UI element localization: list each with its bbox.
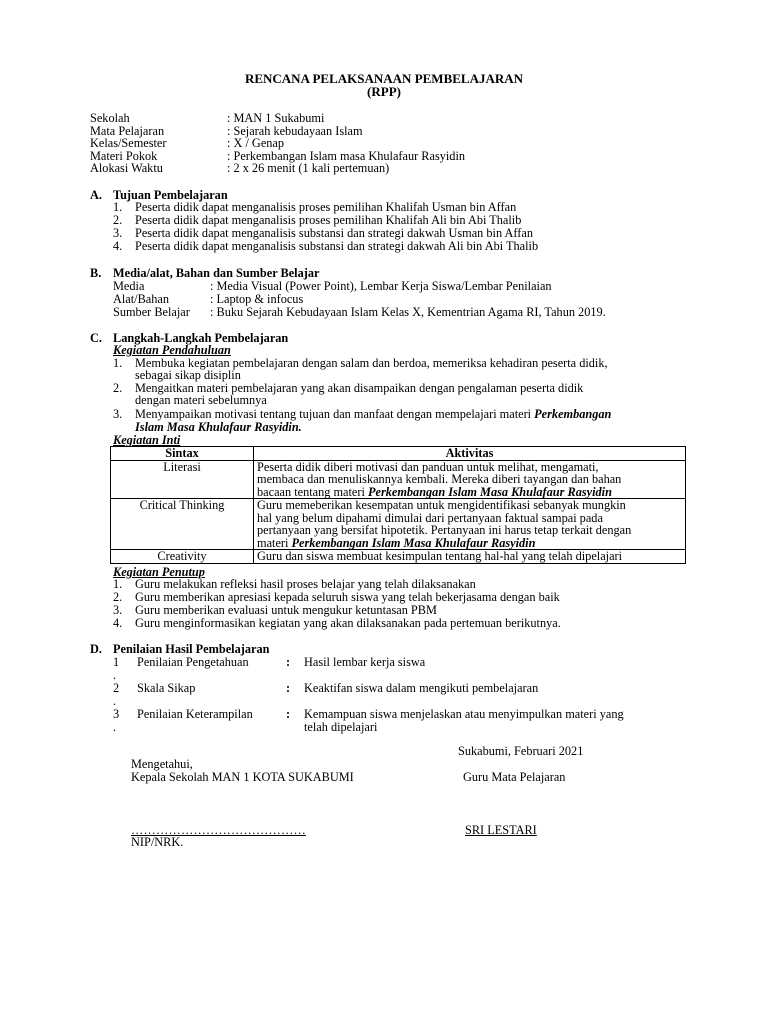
identity-value: : MAN 1 Sukabumi bbox=[227, 111, 325, 125]
list-number: 1. bbox=[113, 356, 123, 370]
penilaian-label: Skala Sikap bbox=[137, 681, 196, 695]
media-value: : Laptop & infocus bbox=[210, 292, 304, 306]
sintax-cell: Literasi bbox=[111, 460, 254, 499]
subheading-pendahuluan: Kegiatan Pendahuluan bbox=[113, 343, 231, 357]
section-heading: Penilaian Hasil Pembelajaran bbox=[113, 642, 270, 656]
signature-dots: …………………………………… bbox=[131, 823, 306, 837]
penilaian-value: Hasil lembar kerja siswa bbox=[304, 655, 426, 669]
subheading-penutup: Kegiatan Penutup bbox=[113, 565, 205, 579]
aktivitas-cell bbox=[254, 460, 686, 499]
section-letter: A. bbox=[90, 188, 102, 202]
list-number: 4. bbox=[113, 616, 123, 630]
section-letter: C. bbox=[90, 331, 102, 345]
table-header-row bbox=[111, 447, 686, 461]
penilaian-colon: : bbox=[286, 707, 291, 721]
mengetahui-text: Mengetahui, bbox=[131, 757, 193, 771]
identity-label: Materi Pokok bbox=[90, 149, 158, 163]
media-label: Sumber Belajar bbox=[113, 305, 190, 319]
penilaian-dot: . bbox=[113, 668, 117, 682]
section-heading: Tujuan Pembelajaran bbox=[113, 188, 228, 202]
list-item: Guru melakukan refleksi hasil proses belajar yang telah dilaksanakan bbox=[135, 577, 476, 591]
list-item: Menyampaikan motivasi tentang tujuan dan manfaat dengan mempelajari materi Perkembangan bbox=[135, 407, 612, 421]
list-number: 2. bbox=[113, 590, 123, 604]
list-item: Guru memberikan evaluasi untuk mengukur ketuntasan PBM bbox=[135, 603, 437, 617]
penilaian-number: 3 bbox=[113, 707, 120, 721]
list-item: Peserta didik dapat menganalisis proses pemilihan Khalifah Usman bin Affan bbox=[135, 200, 517, 214]
penilaian-value: Kemampuan siswa menjelaskan atau menyimpulkan materi yang bbox=[304, 707, 624, 721]
identity-label: Kelas/Semester bbox=[90, 136, 167, 150]
aktivitas-line: hal yang belum dipahami dimulai dari pertanyaan faktual sampai pada bbox=[257, 510, 603, 525]
list-number: 2. bbox=[113, 213, 123, 227]
section-heading: Media/alat, Bahan dan Sumber Belajar bbox=[113, 266, 320, 280]
identity-label: Sekolah bbox=[90, 111, 130, 125]
identity-label: Alokasi Waktu bbox=[90, 161, 163, 175]
penilaian-dot: . bbox=[113, 720, 117, 734]
identity-value: : 2 x 26 menit (1 kali pertemuan) bbox=[227, 161, 390, 175]
identity-value: : Sejarah kebudayaan Islam bbox=[227, 124, 363, 138]
header-sintax: Sintax bbox=[111, 447, 254, 461]
aktivitas-line: materi Perkembangan Islam Masa Khulafaur Rasyidin bbox=[257, 535, 536, 550]
list-number: 3. bbox=[113, 226, 123, 240]
aktivitas-cell bbox=[254, 550, 686, 564]
identity-value: : Perkembangan Islam masa Khulafaur Rasyidin bbox=[227, 149, 466, 163]
penilaian-label: Penilaian Keterampilan bbox=[137, 707, 253, 721]
aktivitas-cell bbox=[254, 499, 686, 550]
list-number: 4. bbox=[113, 239, 123, 253]
list-item: Mengaitkan materi pembelajaran yang akan disampaikan dengan pengalaman peserta didik bbox=[135, 381, 584, 395]
penilaian-value: Keaktifan siswa dalam mengikuti pembelajaran bbox=[304, 681, 539, 695]
sintax-cell: Critical Thinking bbox=[111, 499, 254, 550]
teacher-title: Guru Mata Pelajaran bbox=[463, 770, 566, 784]
list-number: 1. bbox=[113, 577, 123, 591]
list-number: 1. bbox=[113, 200, 123, 214]
list-item: Peserta didik dapat menganalisis proses pemilihan Khalifah Ali bin Abi Thalib bbox=[135, 213, 522, 227]
table-row bbox=[111, 460, 686, 499]
section-letter: B. bbox=[90, 266, 102, 280]
media-value: : Media Visual (Power Point), Lembar Kerja Siswa/Lembar Penilaian bbox=[210, 279, 552, 293]
subheading-inti: Kegiatan Inti bbox=[113, 433, 181, 447]
teacher-name: SRI LESTARI bbox=[465, 823, 537, 837]
media-label: Alat/Bahan bbox=[113, 292, 170, 306]
list-item: Peserta didik dapat menganalisis substansi dan strategi dakwah Ali bin Abi Thalib bbox=[135, 239, 539, 253]
penilaian-label: Penilaian Pengetahuan bbox=[137, 655, 249, 669]
aktivitas-line: pertanyaan yang bersifat hipotetik. Pertanyaan ini harus tetap terkait dengan bbox=[257, 523, 632, 537]
list-item: Guru memberikan apresiasi kepada seluruh siswa yang telah bekerjasama dengan baik bbox=[135, 590, 560, 604]
table-row bbox=[111, 550, 686, 564]
list-number: 3. bbox=[113, 407, 123, 421]
list-number: 2. bbox=[113, 381, 123, 395]
penilaian-colon: : bbox=[286, 655, 291, 669]
document-title: RENCANA PELAKSANAAN PEMBELAJARAN bbox=[244, 71, 524, 86]
list-item: Membuka kegiatan pembelajaran dengan salam dan berdoa, memeriksa kehadiran peserta didik, bbox=[135, 356, 608, 370]
place-date: Sukabumi, Februari 2021 bbox=[458, 744, 584, 758]
list-item-cont: sebagai sikap disiplin bbox=[135, 368, 241, 382]
media-label: Media bbox=[113, 279, 145, 293]
kegiatan-inti-table bbox=[110, 446, 686, 564]
aktivitas-line: membaca dan menuliskannya kembali. Mereka diberi tayangan dan bahan bbox=[257, 472, 622, 486]
aktivitas-line: Guru memeberikan kesempatan untuk mengidentifikasi sebanyak mungkin bbox=[257, 498, 626, 512]
list-item: Peserta didik dapat menganalisis substansi dan strategi dakwah Usman bin Affan bbox=[135, 226, 533, 240]
sintax-cell: Creativity bbox=[111, 550, 254, 564]
nip-label: NIP/NRK. bbox=[131, 835, 184, 849]
penilaian-colon: : bbox=[286, 681, 291, 695]
principal-title: Kepala Sekolah MAN 1 KOTA SUKABUMI bbox=[131, 770, 354, 784]
penilaian-dot: . bbox=[113, 694, 117, 708]
aktivitas-line: Peserta didik diberi motivasi dan panduan untuk melihat, mengamati, bbox=[257, 459, 599, 474]
header-aktivitas: Aktivitas bbox=[254, 447, 686, 461]
table-row bbox=[111, 499, 686, 550]
section-letter: D. bbox=[90, 642, 102, 656]
list-item-cont: Islam Masa Khulafaur Rasyidin. bbox=[135, 420, 302, 434]
aktivitas-line: bacaan tentang materi Perkembangan Islam Masa Khulafaur Rasyidin bbox=[257, 484, 612, 499]
aktivitas-line: Guru dan siswa membuat kesimpulan tentang hal-hal yang telah dipelajari bbox=[257, 549, 623, 563]
media-value: : Buku Sejarah Kebudayaan Islam Kelas X, Kementrian Agama RI, Tahun 2019. bbox=[210, 305, 606, 319]
identity-label: Mata Pelajaran bbox=[90, 124, 165, 138]
identity-value: : X / Genap bbox=[227, 136, 285, 150]
penilaian-value-cont: telah dipelajari bbox=[304, 720, 378, 734]
list-number: 3. bbox=[113, 603, 123, 617]
section-heading: Langkah-Langkah Pembelajaran bbox=[113, 331, 289, 345]
document-subtitle: (RPP) bbox=[367, 84, 401, 99]
list-item-cont: dengan materi sebelumnya bbox=[135, 393, 267, 407]
penilaian-number: 1 bbox=[113, 655, 120, 669]
list-item: Guru menginformasikan kegiatan yang akan dilaksanakan pada pertemuan berikutnya. bbox=[135, 616, 561, 630]
penilaian-number: 2 bbox=[113, 681, 120, 695]
